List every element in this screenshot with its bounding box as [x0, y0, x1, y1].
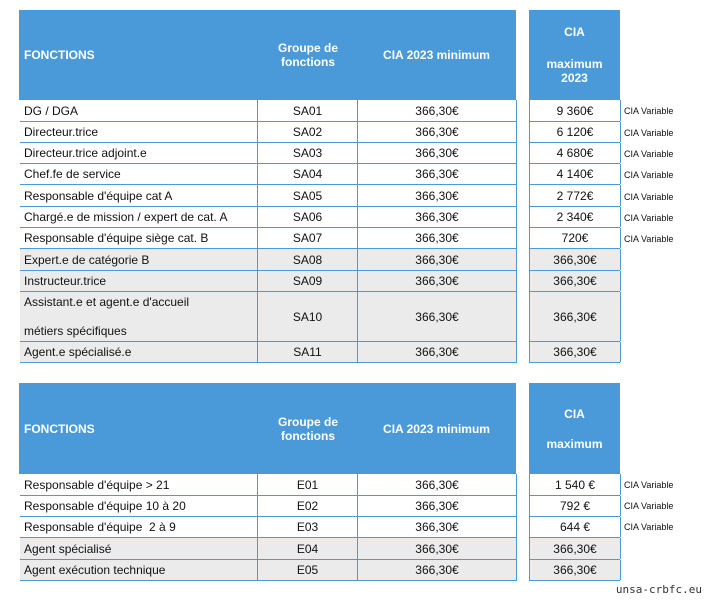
cell-groupe: E02 [258, 496, 358, 516]
table-row [20, 496, 517, 517]
cell-fonction: Responsable d'équipe cat A [20, 185, 258, 206]
cell-groupe: SA07 [258, 228, 358, 248]
cia-variable-note: CIA Variable [624, 192, 674, 202]
cell-groupe: SA02 [258, 122, 358, 142]
table-row [20, 292, 517, 342]
cell-cia-min: 366,30€ [358, 100, 517, 121]
cell-groupe: SA10 [258, 292, 358, 341]
cia-variable-note: CIA Variable [624, 480, 674, 490]
table2-header [19, 383, 516, 474]
cell-cia-min: 366,30€ [358, 517, 517, 537]
cell-cia-min: 366,30€ [358, 122, 517, 142]
header-cia-min: CIA 2023 minimum [383, 421, 490, 436]
table-row [529, 517, 620, 538]
cell-fonction: DG / DGA [20, 100, 258, 121]
table-row [529, 271, 620, 292]
table-row [529, 342, 620, 363]
table-row [529, 496, 620, 517]
table-row [20, 100, 517, 122]
cia-variable-note: CIA Variable [624, 234, 674, 244]
header-cia-max-line2: maximum [546, 57, 603, 71]
cell-fonction: Responsable d'équipe 2 à 9 [20, 517, 258, 537]
cia-variable-note: CIA Variable [624, 106, 674, 116]
cell-cia-min: 366,30€ [358, 228, 517, 248]
header-groupe-line2: fonctions [281, 55, 335, 69]
table-row [529, 538, 620, 560]
cell-cia-max: 4 680€ [530, 143, 621, 163]
cell-groupe: SA01 [258, 100, 358, 121]
header-groupe-line2: fonctions [281, 428, 335, 443]
cell-cia-max: 366,30€ [530, 538, 621, 559]
cell-cia-min: 366,30€ [358, 538, 517, 559]
cell-groupe: SA06 [258, 207, 358, 227]
cell-fonction: Responsable d'équipe siège cat. B [20, 228, 258, 248]
table-row [529, 207, 620, 228]
table-row [20, 185, 517, 207]
cell-groupe: SA09 [258, 271, 358, 291]
cia-variable-note: CIA Variable [624, 128, 674, 138]
source-watermark: unsa-crbfc.eu [615, 583, 702, 596]
cell-fonction: Expert.e de catégorie B [20, 249, 258, 270]
table-row [529, 474, 620, 496]
cell-cia-max: 366,30€ [530, 249, 621, 270]
table-row [20, 517, 517, 538]
cell-cia-min: 366,30€ [358, 164, 517, 184]
cell-cia-max: 792 € [530, 496, 621, 516]
cell-cia-max: 366,30€ [530, 342, 621, 362]
cell-cia-max: 9 360€ [530, 100, 621, 121]
cia-variable-note: CIA Variable [624, 213, 674, 223]
cell-cia-min: 366,30€ [358, 271, 517, 291]
cell-fonction-line2: métiers spécifiques [24, 324, 127, 338]
table-row [529, 185, 620, 207]
cia-variable-note: CIA Variable [624, 501, 674, 511]
cell-fonction: Instructeur.trice [20, 271, 258, 291]
table-row [529, 122, 620, 143]
header-cia-max [529, 10, 620, 100]
cell-groupe: SA11 [258, 342, 358, 362]
table-row [20, 474, 517, 496]
table-row [529, 249, 620, 271]
cell-cia-max: 4 140€ [530, 164, 621, 184]
table2-header-max [529, 383, 620, 474]
cell-cia-max: 6 120€ [530, 122, 621, 142]
cell-cia-min: 366,30€ [358, 560, 517, 580]
cell-fonction: Responsable d'équipe 10 à 20 [20, 496, 258, 516]
header-fonctions: FONCTIONS [24, 421, 95, 436]
table-row [20, 560, 517, 581]
cell-cia-max: 366,30€ [530, 271, 621, 291]
cell-fonction [20, 292, 258, 341]
cell-cia-min: 366,30€ [358, 474, 517, 495]
header-groupe-line1: Groupe de [277, 414, 338, 429]
header-cia-max-line3: 2023 [561, 71, 588, 85]
cell-groupe: E04 [258, 538, 358, 559]
cell-cia-max: 366,30€ [530, 560, 621, 580]
cell-cia-min: 366,30€ [358, 342, 517, 362]
cell-groupe: SA05 [258, 185, 358, 206]
table-row [529, 143, 620, 164]
table-row [529, 228, 620, 249]
table-row [20, 122, 517, 143]
cell-fonction: Chargé.e de mission / expert de cat. A [20, 207, 258, 227]
table-row [20, 271, 517, 292]
table-row [20, 143, 517, 164]
cell-fonction: Directeur.trice adjoint.e [20, 143, 258, 163]
cell-fonction: Chef.fe de service [20, 164, 258, 184]
header-cia-max [529, 383, 620, 474]
cell-fonction: Agent.e spécialisé.e [20, 342, 258, 362]
cell-cia-min: 366,30€ [358, 249, 517, 270]
cell-groupe: E01 [258, 474, 358, 495]
table-row [529, 560, 620, 581]
header-fonctions: FONCTIONS [24, 48, 95, 62]
cell-cia-min: 366,30€ [358, 292, 517, 341]
table-row [20, 207, 517, 228]
cia-variable-note: CIA Variable [624, 170, 674, 180]
table1-header [19, 10, 516, 100]
cell-cia-min: 366,30€ [358, 207, 517, 227]
cell-groupe: SA08 [258, 249, 358, 270]
cell-groupe: E05 [258, 560, 358, 580]
cell-groupe: E03 [258, 517, 358, 537]
cell-fonction: Responsable d'équipe > 21 [20, 474, 258, 495]
header-groupe [259, 10, 357, 100]
cia-variable-note: CIA Variable [624, 149, 674, 159]
table-row [529, 164, 620, 185]
table-row [529, 100, 620, 122]
cell-cia-max: 2 772€ [530, 185, 621, 206]
table-row [20, 249, 517, 271]
cell-cia-max: 644 € [530, 517, 621, 537]
table1-header-max [529, 10, 620, 100]
cell-groupe: SA04 [258, 164, 358, 184]
cell-cia-min: 366,30€ [358, 496, 517, 516]
table-row [20, 538, 517, 560]
cia-variable-note: CIA Variable [624, 522, 674, 532]
cell-cia-max: 1 540 € [530, 474, 621, 495]
header-cia-max-line2: maximum [546, 436, 603, 451]
cell-fonction: Directeur.trice [20, 122, 258, 142]
cell-groupe: SA03 [258, 143, 358, 163]
table-row [529, 292, 620, 342]
header-cia-max-line1: CIA [564, 406, 585, 421]
cell-cia-max: 720€ [530, 228, 621, 248]
cell-fonction-line1: Assistant.e et agent.e d'accueil [24, 295, 190, 309]
table-row [20, 164, 517, 185]
header-cia-max-line1: CIA [564, 25, 585, 39]
cell-cia-min: 366,30€ [358, 185, 517, 206]
cell-fonction: Agent spécialisé [20, 538, 258, 559]
header-groupe [259, 383, 357, 474]
table-row [20, 342, 517, 363]
header-groupe-line1: Groupe de [277, 41, 338, 55]
cell-fonction: Agent exécution technique [20, 560, 258, 580]
cell-cia-max: 366,30€ [530, 292, 621, 341]
cell-cia-max: 2 340€ [530, 207, 621, 227]
table-row [20, 228, 517, 249]
header-cia-min: CIA 2023 minimum [383, 48, 490, 62]
cell-cia-min: 366,30€ [358, 143, 517, 163]
